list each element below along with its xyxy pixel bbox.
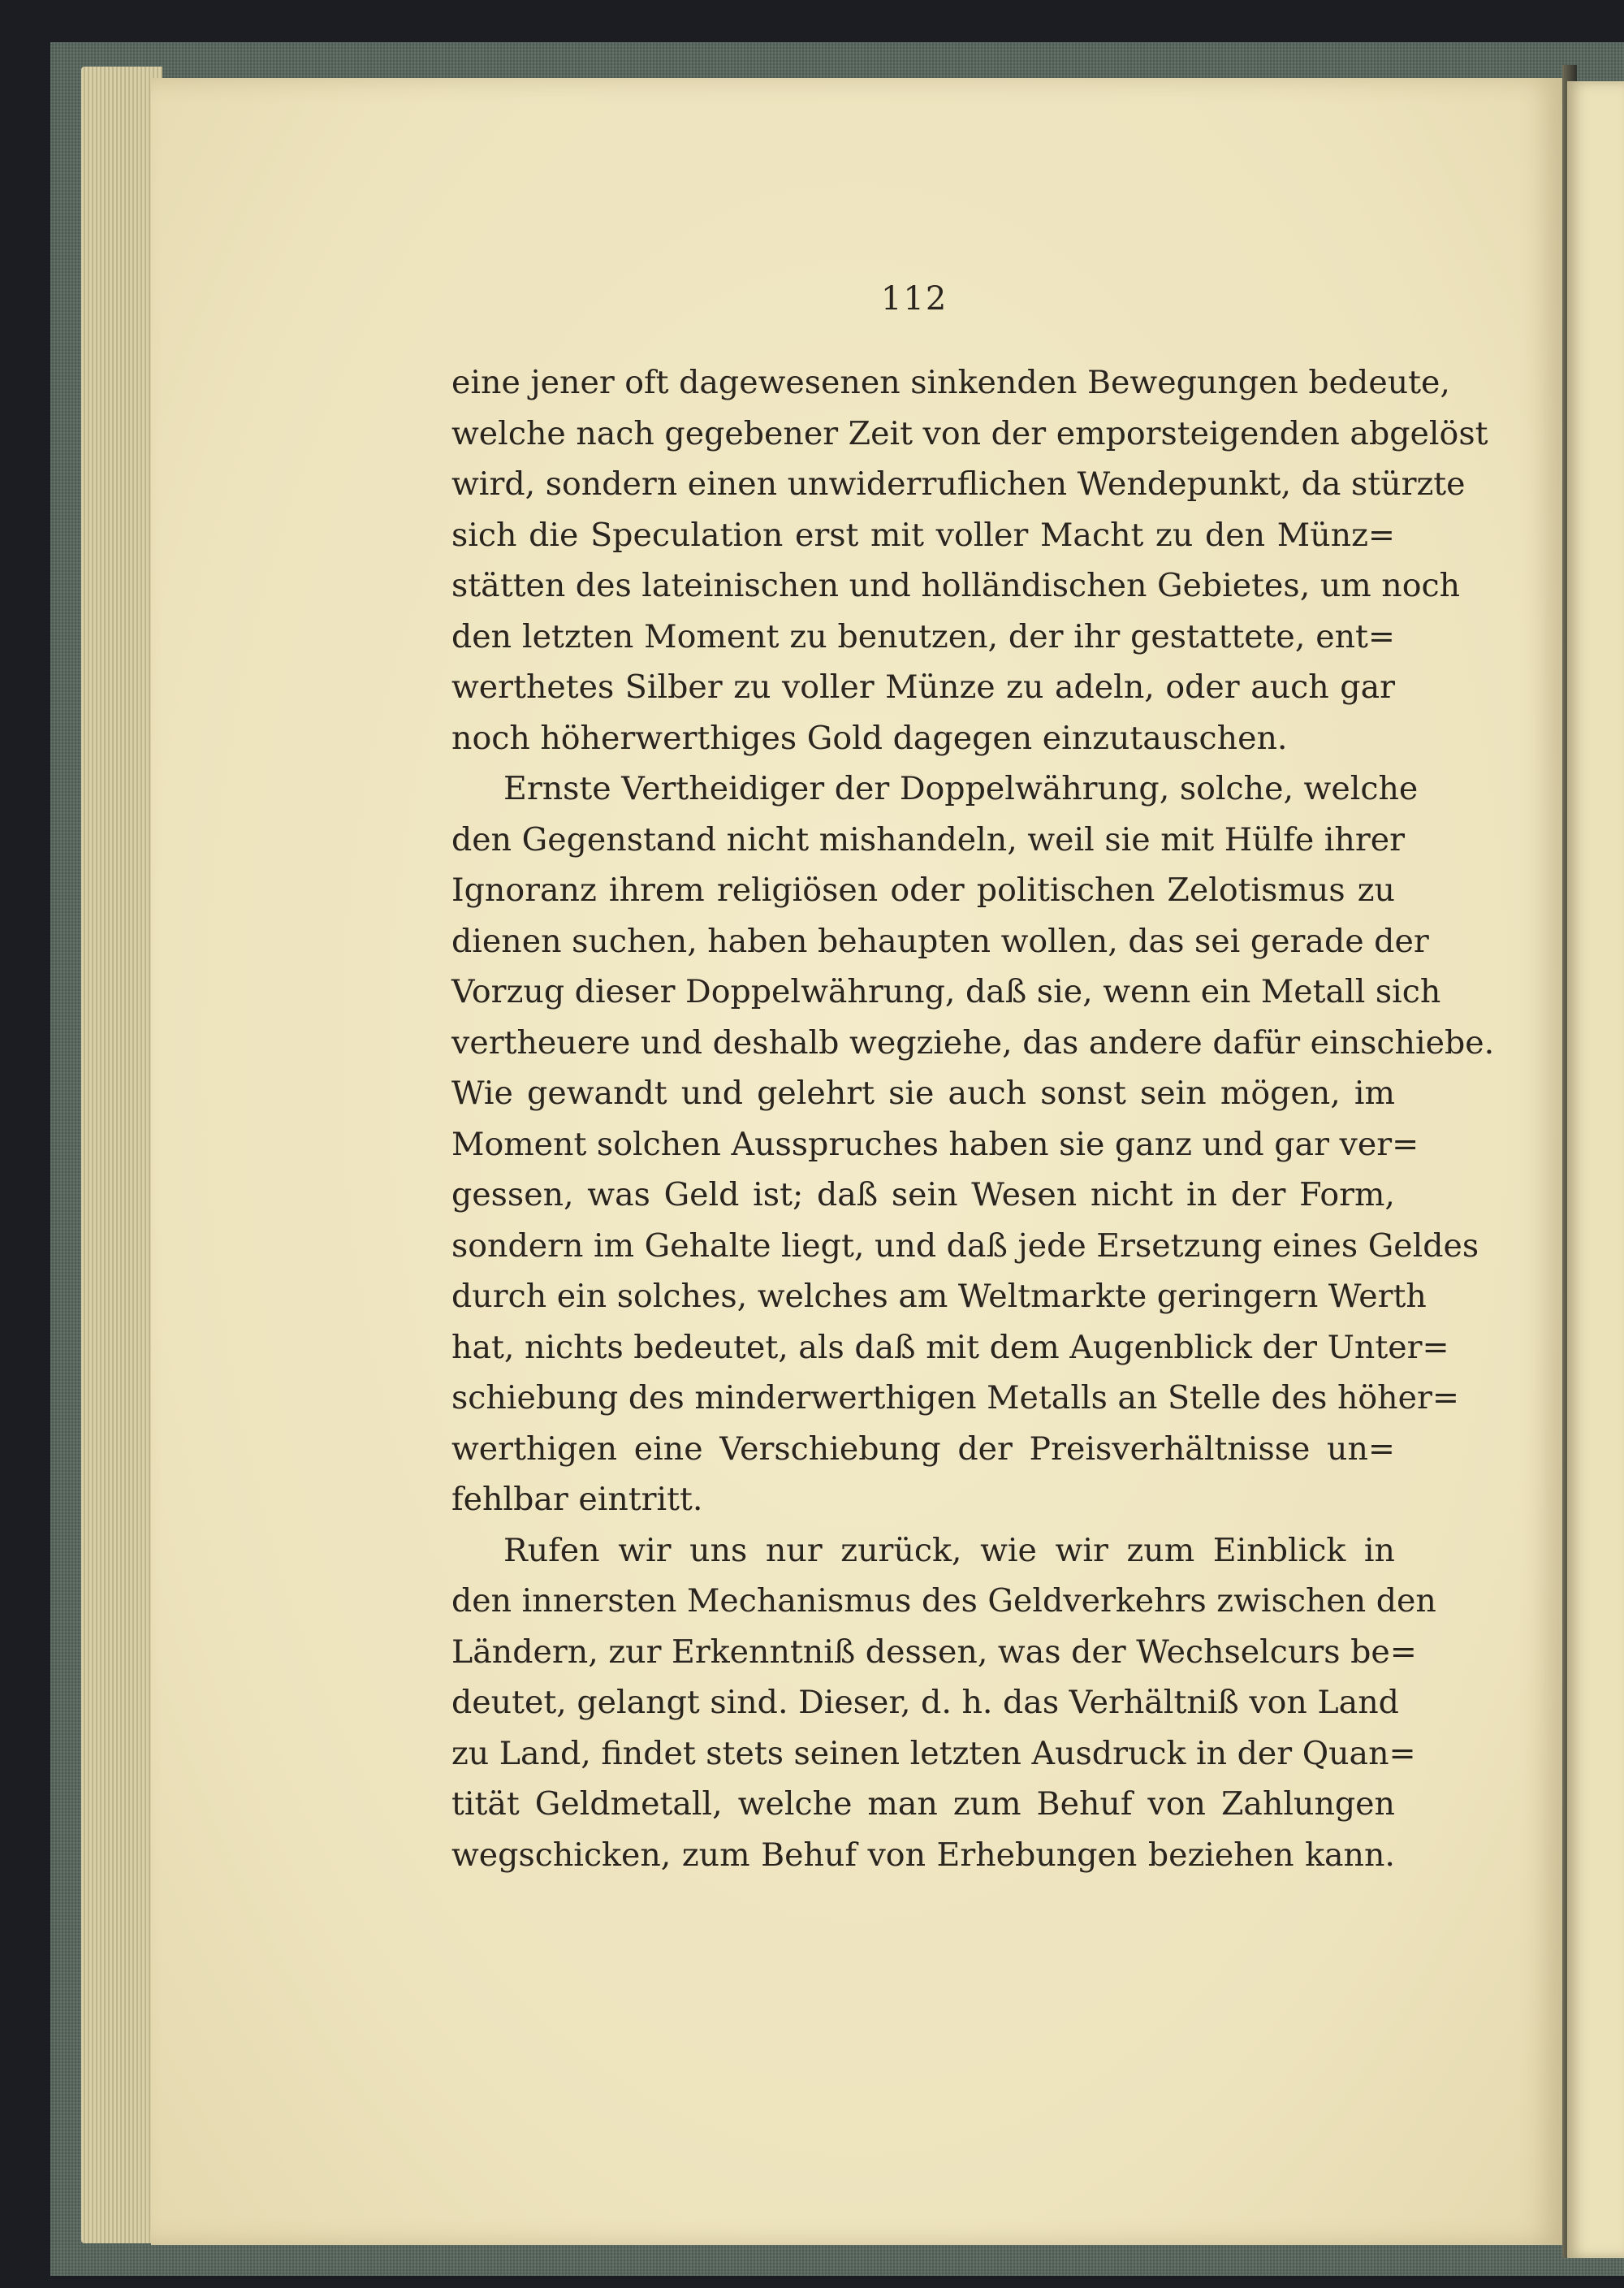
text-line: werthigen eine Verschiebung der Preisverhältnisse un= xyxy=(451,1429,1395,1468)
text-line: dienen suchen, haben behaupten wollen, das sei gerade der xyxy=(451,922,1429,960)
next-page-sliver xyxy=(1567,81,1624,2258)
text-line: Wie gewandt und gelehrt sie auch sonst sein mögen, im xyxy=(451,1075,1395,1112)
text-line: tität Geldmetall, welche man zum Behuf von Zahlungen xyxy=(451,1785,1395,1823)
text-line: Ländern, zur Erkenntniß dessen, was der Wechselcurs be= xyxy=(451,1633,1417,1671)
text-line: hat, nichts bedeutet, als daß mit dem Augenblick der Unter= xyxy=(451,1328,1449,1366)
text-line: Rufen wir uns nur zurück, wie wir zum Einblick in xyxy=(503,1531,1395,1569)
text-line: zu Land, findet stets seinen letzten Ausdruck in der Quan= xyxy=(451,1734,1416,1772)
text-line: den letzten Moment zu benutzen, der ihr gestattete, ent= xyxy=(451,617,1395,655)
text-line: noch höherwerthiges Gold dagegen einzutauschen. xyxy=(451,719,1288,757)
text-line: vertheuere und deshalb wegziehe, das andere dafür einschiebe. xyxy=(451,1023,1495,1062)
text-line: werthetes Silber zu voller Münze zu adeln, oder auch gar xyxy=(451,668,1395,706)
text-line: Ernste Vertheidiger der Doppelwährung, solche, welche xyxy=(503,770,1419,807)
text-line: deutet, gelangt sind. Dieser, d. h. das Verhältniß von Land xyxy=(451,1684,1399,1721)
page-number: 112 xyxy=(881,280,948,318)
text-line: Ignoranz ihrem religiösen oder politischen Zelotismus zu xyxy=(451,872,1395,909)
text-line: welche nach gegebener Zeit von der emporsteigenden abgelöst xyxy=(451,414,1488,452)
page-text xyxy=(451,357,1495,1880)
text-line: wird, sondern einen unwiderruflichen Wendepunkt, da stürzte xyxy=(451,465,1466,503)
text-line: stätten des lateinischen und holländischen Gebietes, um noch xyxy=(451,567,1461,604)
text-line: schiebung des minderwerthigen Metalls an Stelle des höher= xyxy=(451,1379,1459,1416)
text-line: sondern im Gehalte liegt, und daß jede Ersetzung eines Geldes xyxy=(451,1226,1479,1265)
text-line: eine jener oft dagewesenen sinkenden Bewegungen bedeute, xyxy=(451,364,1450,401)
text-line: fehlbar eintritt. xyxy=(451,1481,703,1518)
text-line: gessen, was Geld ist; daß sein Wesen nicht in der Form, xyxy=(451,1176,1395,1213)
text-line: Moment solchen Ausspruches haben sie ganz und gar ver= xyxy=(451,1125,1419,1163)
text-line: wegschicken, zum Behuf von Erhebungen beziehen kann. xyxy=(451,1836,1395,1874)
text-line: sich die Speculation erst mit voller Macht zu den Münz= xyxy=(451,516,1395,554)
page-edges xyxy=(81,67,162,2243)
text-line: den Gegenstand nicht mishandeln, weil sie mit Hülfe ihrer xyxy=(451,820,1406,859)
text-line: Vorzug dieser Doppelwährung, daß sie, wenn ein Metall sich xyxy=(451,973,1441,1010)
text-line: den innersten Mechanismus des Geldverkehrs zwischen den xyxy=(451,1582,1436,1620)
text-line: durch ein solches, welches am Weltmarkte geringern Werth xyxy=(451,1278,1427,1315)
